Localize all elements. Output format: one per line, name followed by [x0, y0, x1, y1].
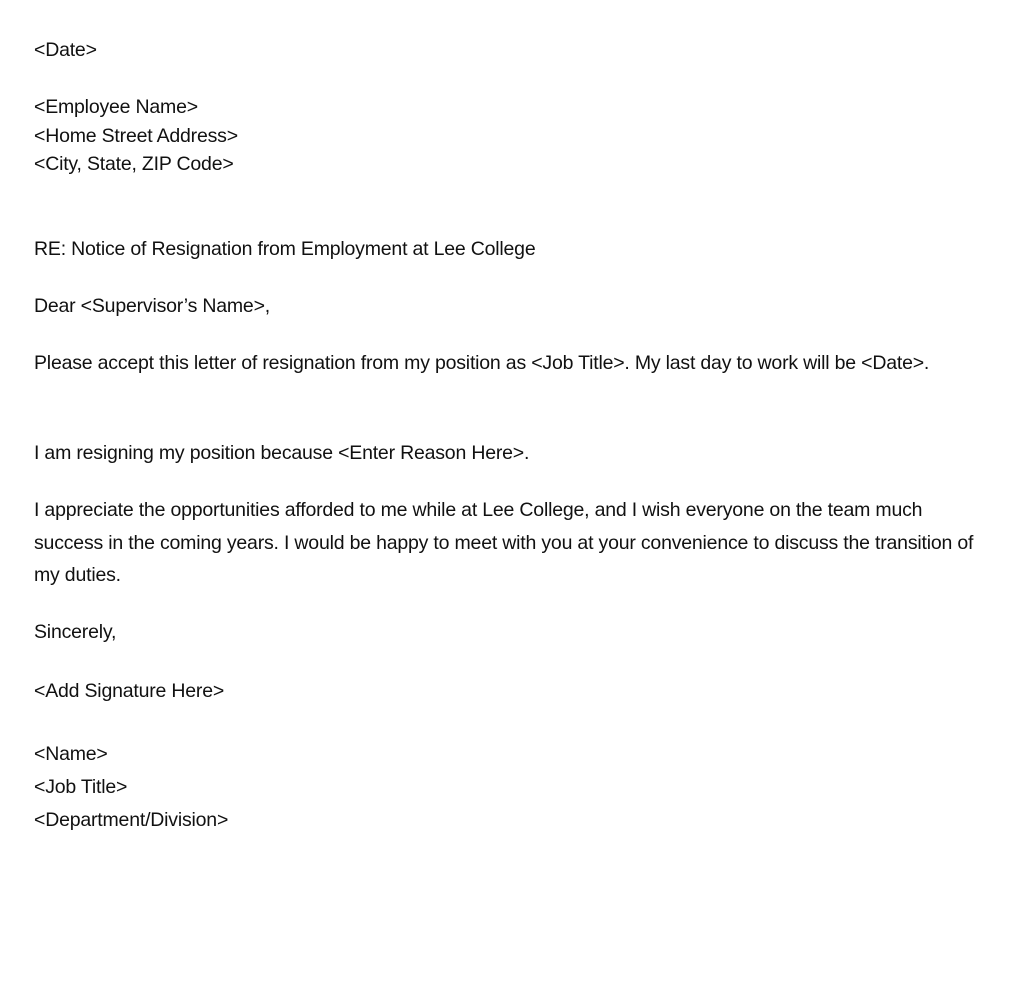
recipient-city-state-zip: <City, State, ZIP Code> [34, 153, 234, 175]
recipient-street: <Home Street Address> [34, 125, 238, 147]
letter-date: <Date> [34, 39, 97, 61]
body-paragraph-appreciation: I appreciate the opportunities afforded to me while at Lee College, and I wish everyone on the team much success in the coming years. I would be happy to meet with you at your convenience to discuss the transition of my duties. [34, 499, 974, 586]
body-paragraph-notice: Please accept this letter of resignation from my position as <Job Title>. My last day to work will be <Date>. [34, 352, 930, 374]
sender-department: <Department/Division> [34, 809, 229, 831]
letter-subject: RE: Notice of Resignation from Employment at Lee College [34, 238, 536, 260]
signature-placeholder: <Add Signature Here> [34, 680, 225, 702]
body-paragraph-reason: I am resigning my position because <Enter Reason Here>. [34, 442, 530, 464]
letter-closing: Sincerely, [34, 621, 117, 643]
sender-job-title: <Job Title> [34, 776, 128, 798]
sender-name: <Name> [34, 743, 108, 765]
recipient-name: <Employee Name> [34, 96, 198, 118]
letter-salutation: Dear <Supervisor’s Name>, [34, 295, 270, 317]
